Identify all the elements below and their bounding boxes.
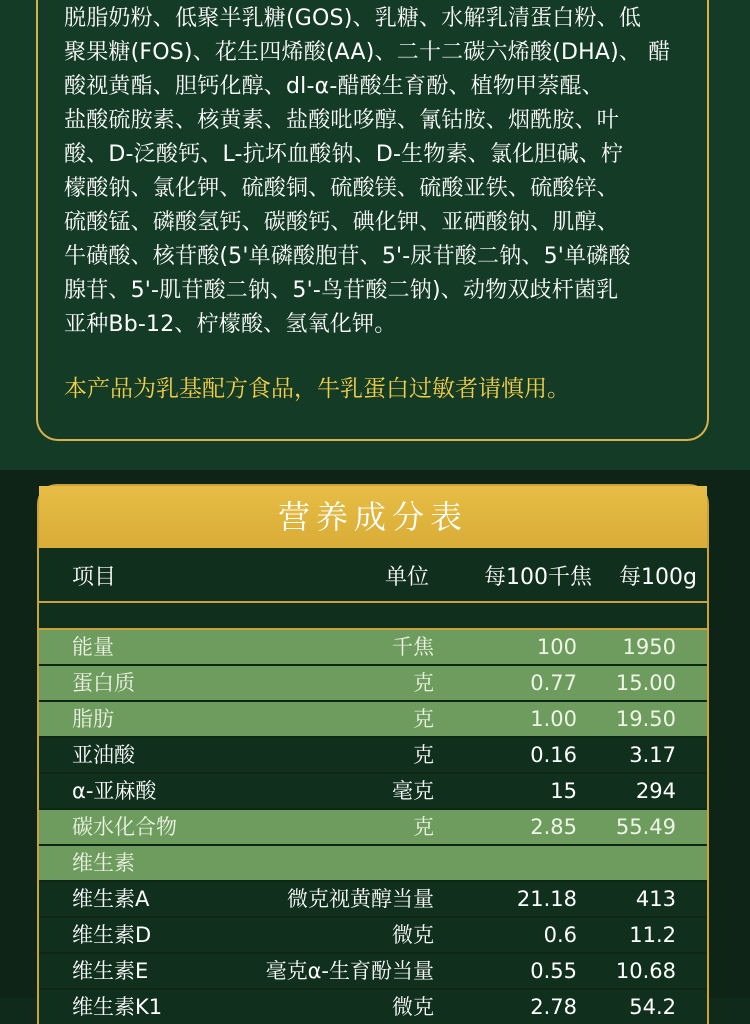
ingredient-line: 酸视黄酯、胆钙化醇、dl-α-醋酸生育酚、植物甲萘醌、 bbox=[64, 74, 604, 99]
header-unit: 单位 bbox=[385, 565, 430, 590]
table-row bbox=[39, 990, 707, 1024]
ingredient-line: 酸、D-泛酸钙、L-抗坏血酸钠、D-生物素、氯化胆碱、柠 bbox=[64, 142, 624, 167]
row-unit: 克 bbox=[413, 707, 434, 731]
row-name: 维生素K1 bbox=[72, 995, 163, 1019]
row-per-kj: 100 bbox=[536, 635, 577, 659]
row-per-kj: 0.77 bbox=[530, 671, 577, 695]
header-per-g: 每100g bbox=[619, 565, 697, 590]
row-unit: 微克 bbox=[392, 995, 434, 1019]
table-row bbox=[39, 738, 707, 772]
ingredient-line: 聚果糖(FOS)、花生四烯酸(AA)、二十二碳六烯酸(DHA)、 醋 bbox=[64, 40, 671, 65]
row-unit: 毫克α-生育酚当量 bbox=[265, 959, 434, 983]
nutrition-table bbox=[37, 484, 709, 1024]
table-header bbox=[39, 548, 707, 603]
row-per-g: 15.00 bbox=[615, 671, 676, 695]
row-per-kj: 15 bbox=[550, 779, 577, 803]
ingredient-line: 腺苷、5'-肌苷酸二钠、5'-鸟苷酸二钠)、动物双歧杆菌乳 bbox=[64, 278, 619, 303]
row-per-kj: 2.78 bbox=[530, 995, 577, 1019]
nutrition-title: 营养成分表 bbox=[39, 486, 707, 548]
row-per-kj: 21.18 bbox=[516, 887, 577, 911]
row-name: 维生素D bbox=[72, 923, 152, 947]
row-unit: 克 bbox=[413, 743, 434, 767]
ingredient-line: 檬酸钠、氯化钾、硫酸铜、硫酸镁、硫酸亚铁、硫酸锌、 bbox=[64, 176, 620, 201]
table-row bbox=[39, 810, 707, 844]
row-name: 维生素 bbox=[72, 851, 135, 875]
row-per-kj: 0.55 bbox=[530, 959, 577, 983]
row-unit: 千焦 bbox=[392, 635, 434, 659]
row-name: 能量 bbox=[72, 635, 114, 659]
table-row bbox=[39, 846, 707, 880]
allergy-note: 本产品为乳基配方食品，牛乳蛋白过敏者请慎用。 bbox=[64, 376, 570, 402]
row-per-g: 413 bbox=[635, 887, 676, 911]
row-per-g: 294 bbox=[635, 779, 676, 803]
row-per-g: 1950 bbox=[622, 635, 676, 659]
row-name: 亚油酸 bbox=[72, 743, 135, 767]
ingredient-line: 硫酸锰、磷酸氢钙、碳酸钙、碘化钾、亚硒酸钠、肌醇、 bbox=[64, 210, 620, 235]
row-per-g: 54.2 bbox=[629, 995, 676, 1019]
ingredient-line: 牛磺酸、核苷酸(5'单磷酸胞苷、5'-尿苷酸二钠、5'单磷酸 bbox=[64, 244, 631, 269]
row-per-kj: 1.00 bbox=[530, 707, 577, 731]
row-per-g: 3.17 bbox=[629, 743, 676, 767]
row-per-g: 19.50 bbox=[615, 707, 676, 731]
table-row bbox=[39, 918, 707, 952]
header-per-kj: 每100千焦 bbox=[484, 565, 592, 590]
table-row bbox=[39, 666, 707, 700]
ingredients-list bbox=[64, 2, 694, 342]
row-name: 蛋白质 bbox=[72, 671, 135, 695]
ingredient-line: 盐酸硫胺素、核黄素、盐酸吡哆醇、氰钴胺、烟酰胺、叶 bbox=[64, 108, 620, 133]
table-row bbox=[39, 774, 707, 808]
row-unit: 微克视黄醇当量 bbox=[287, 887, 434, 911]
row-name: α-亚麻酸 bbox=[72, 779, 157, 803]
table-row bbox=[39, 954, 707, 988]
row-unit: 克 bbox=[413, 671, 434, 695]
row-per-kj: 2.85 bbox=[530, 815, 577, 839]
row-unit: 毫克 bbox=[392, 779, 434, 803]
table-row bbox=[39, 630, 707, 664]
ingredient-line: 脱脂奶粉、低聚半乳糖(GOS)、乳糖、水解乳清蛋白粉、低 bbox=[64, 6, 642, 31]
row-per-kj: 0.16 bbox=[530, 743, 577, 767]
ingredient-line: 亚种Bb-12、柠檬酸、氢氧化钾。 bbox=[64, 312, 397, 337]
table-spacer bbox=[39, 603, 707, 630]
row-per-kj: 0.6 bbox=[543, 923, 577, 947]
row-name: 脂肪 bbox=[72, 707, 114, 731]
row-per-g: 11.2 bbox=[629, 923, 676, 947]
row-per-g: 10.68 bbox=[615, 959, 676, 983]
row-unit: 克 bbox=[413, 815, 434, 839]
row-name: 维生素E bbox=[72, 959, 149, 983]
table-row bbox=[39, 882, 707, 916]
row-per-g: 55.49 bbox=[615, 815, 676, 839]
row-name: 维生素A bbox=[72, 887, 150, 911]
row-name: 碳水化合物 bbox=[72, 815, 177, 839]
row-unit: 微克 bbox=[392, 923, 434, 947]
header-item: 项目 bbox=[72, 565, 117, 590]
table-row bbox=[39, 702, 707, 736]
table-body bbox=[39, 630, 707, 1024]
